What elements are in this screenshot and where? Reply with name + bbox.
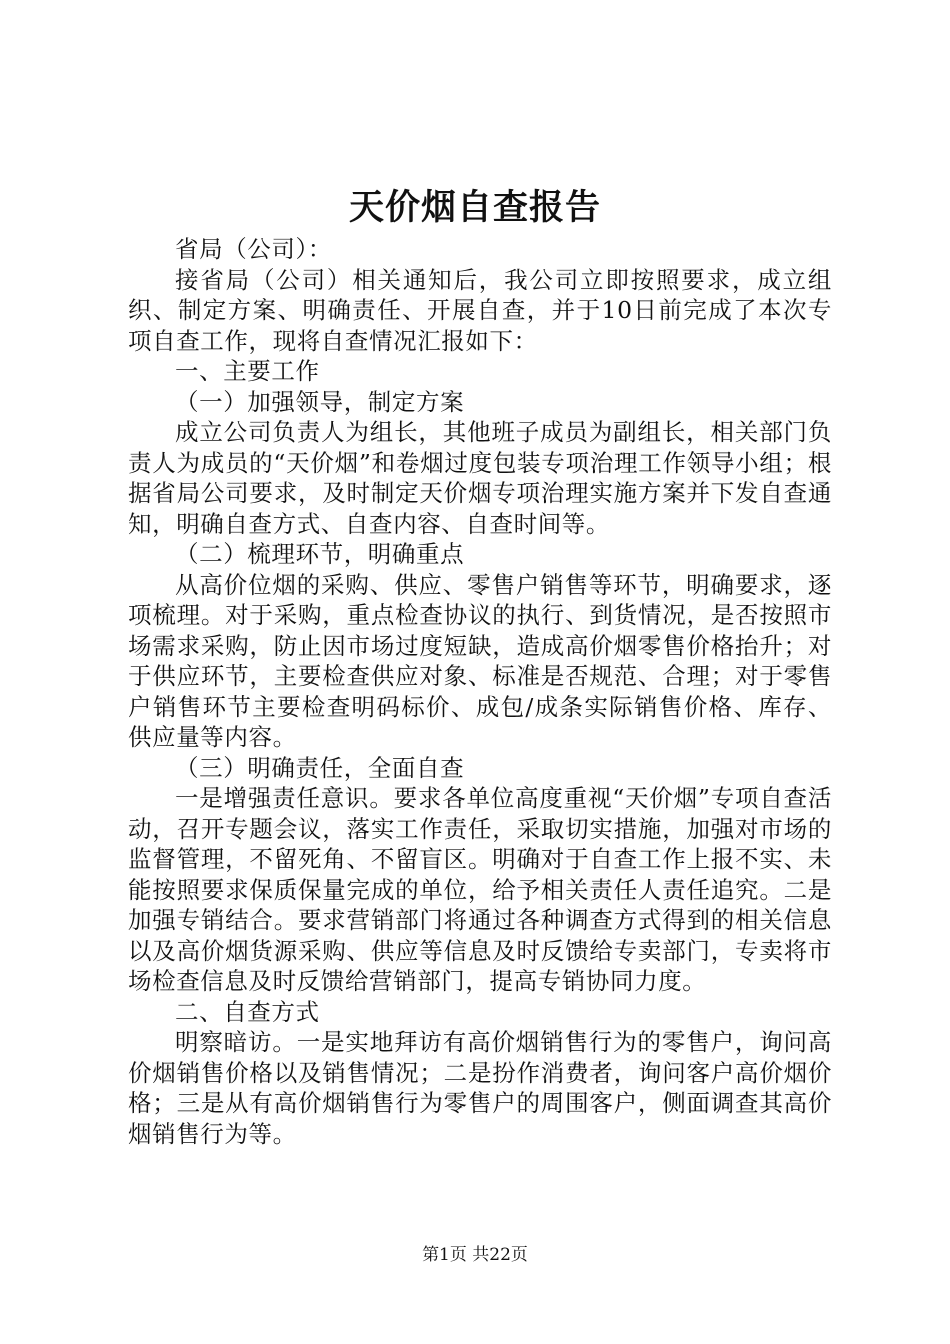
intro-paragraph: 接省局（公司）相关通知后，我公司立即按照要求，成立组织、制定方案、明确责任、开展自查，并于10日前完成了本次专项自查工作，现将自查情况汇报如下： [128,265,832,355]
section-heading-main-work: 一、主要工作 [175,357,320,385]
paragraph-methods: 明察暗访。一是实地拜访有高价烟销售行为的零售户，询问高价烟销售价格以及销售情况；二是扮作消费者，询问客户高价烟价格；三是从有高价烟销售行为零售户的周围客户，侧面调查其高价烟销售行为等。 [128,1028,832,1148]
section-heading-methods: 二、自查方式 [175,997,320,1026]
subsection-heading-key-points: （二）梳理环节，明确重点 [175,540,465,568]
page-number-footer: 第1页 共22页 [422,1245,528,1265]
document-body [128,234,832,1149]
paragraph-leadership: 成立公司负责人为组长，其他班子成员为副组长，相关部门负责人为成员的“天价烟”和卷烟过度包装专项治理工作领导小组；根据省局公司要求，及时制定天价烟专项治理实施方案并下发自查通知，明确自查方式、自查内容、自查时间等。 [128,418,832,538]
salutation: 省局（公司）： [175,235,332,263]
subsection-heading-responsibility: （三）明确责任，全面自查 [175,753,465,782]
paragraph-key-points: 从高价位烟的采购、供应、零售户销售等环节，明确要求，逐项梳理。对于采购，重点检查协议的执行、到货情况，是否按照市场需求采购，防止因市场过度短缺，造成高价烟零售价格抬升；对于供应环节，主要检查供应对象、标准是否规范、合理；对于零售户销售环节主要检查明码标价、成包/成条实际销售价格、库存、供应量等内容。 [128,570,832,751]
subsection-heading-leadership: （一）加强领导，制定方案 [175,387,465,416]
document-title: 天价烟自查报告 [348,187,601,228]
paragraph-responsibility: 一是增强责任意识。要求各单位高度重视“天价烟”专项自查活动，召开专题会议，落实工作责任，采取切实措施，加强对市场的监督管理，不留死角、不留盲区。明确对于自查工作上报不实、未能按照要求保质保量完成的单位，给予相关责任人责任追究。二是加强专销结合。要求营销部门将通过各种调查方式得到的相关信息以及高价烟货源采购、供应等信息及时反馈给专卖部门，专卖将市场检查信息及时反馈给营销部门，提高专销协同力度。 [128,784,832,995]
